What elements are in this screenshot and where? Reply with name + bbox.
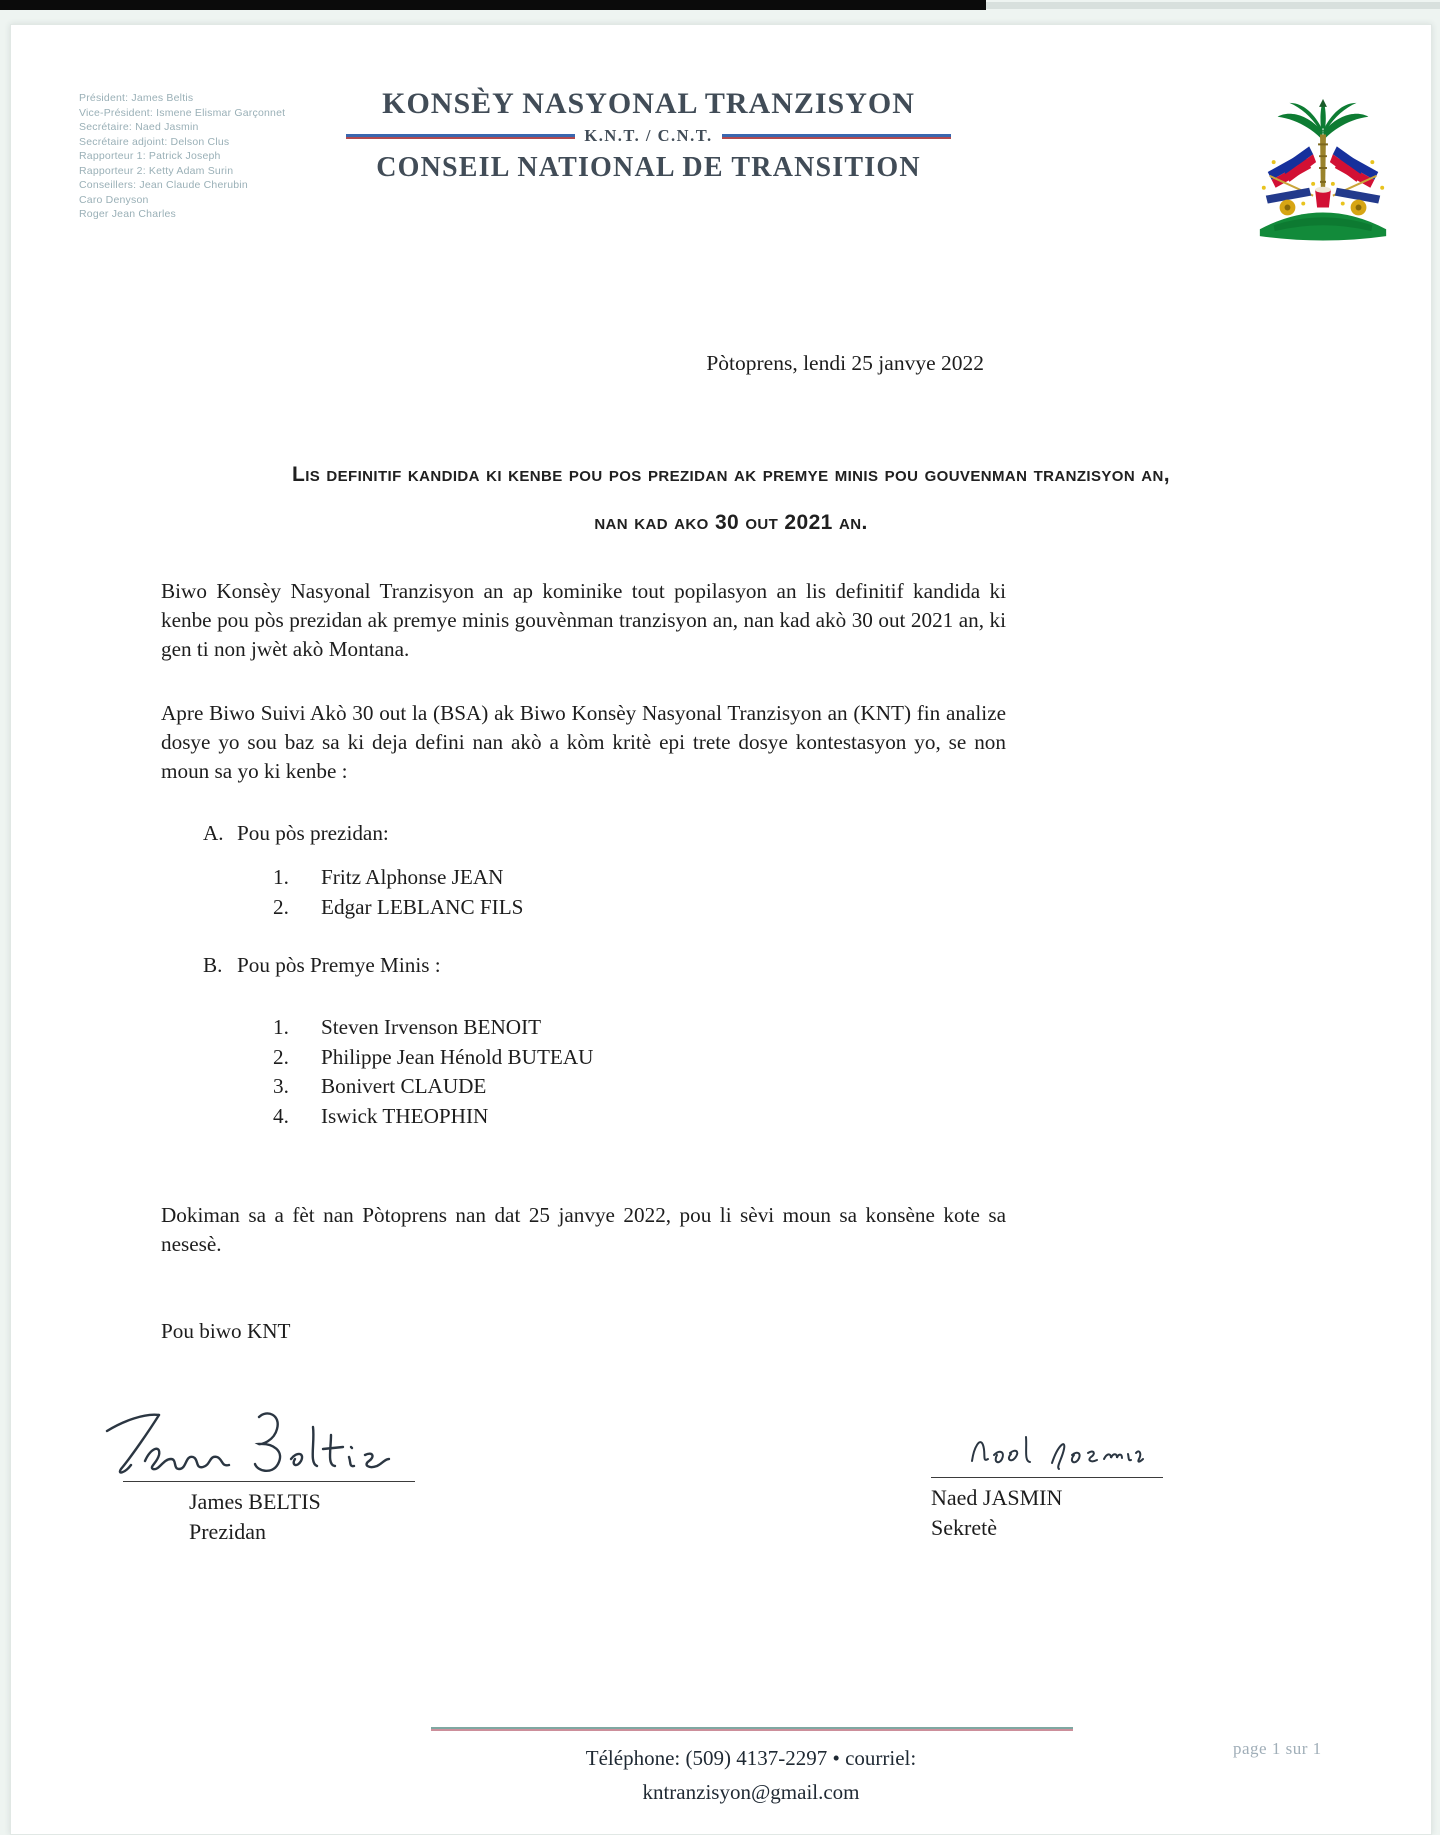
list-a-title: Pou pòs prezidan: (237, 821, 389, 845)
list-b-label: B. (203, 953, 223, 977)
document-title-line1: Lis definitif kandida ki kenbe pou pos prezidan ak premye minis pou gouvenman tranzisyon an, (291, 463, 1171, 486)
list-a-heading (203, 821, 389, 846)
candidate-row (273, 1102, 593, 1132)
official-line: Secrétaire: Naed Jasmin (79, 121, 199, 133)
candidate-number: 1. (273, 1015, 289, 1039)
candidate-name: Iswick THEOPHIN (321, 1103, 489, 1128)
org-abbreviation: K.N.T. / C.N.T. (584, 126, 713, 145)
haiti-coat-of-arms-icon (1243, 97, 1403, 245)
letterhead-center (346, 87, 951, 184)
candidate-row (273, 893, 523, 923)
document-title-line2: nan kad ako 30 out 2021 an. (594, 511, 868, 534)
list-b-title: Pou pòs Premye Minis : (237, 953, 441, 977)
paragraph-process: Apre Biwo Suivi Akò 30 out la (BSA) ak Biwo Konsèy Nasyonal Tranzisyon an (KNT) fin analize dosye yo sou baz sa ki deja defini nan akò a kòm kritè epi trete dosye kontestasyon yo, se non moun sa yo ki kenbe : (161, 701, 1006, 783)
org-name-french: CONSEIL NATIONAL DE TRANSITION (376, 152, 921, 183)
signatory-name-left: James BELTIS (189, 1489, 321, 1514)
org-name-kreyol: KONSÈY NASYONAL TRANZISYON (382, 87, 915, 120)
letterhead-divider (346, 126, 951, 146)
signatory-role-left: Prezidan (189, 1519, 266, 1544)
candidate-row (273, 863, 523, 893)
letterhead-officials (79, 91, 285, 222)
signatory-role-right: Sekretè (931, 1515, 997, 1540)
candidate-name: Philippe Jean Hénold BUTEAU (321, 1044, 594, 1069)
official-line: Secrétaire adjoint: Delson Clus (79, 135, 230, 148)
scan-artifact-bar (0, 0, 986, 10)
document-title (131, 451, 1331, 547)
james-beltis-signature-icon (101, 1409, 431, 1489)
candidate-name: Fritz Alphonse JEAN (321, 865, 504, 889)
page-indicator: page 1 sur 1 (1233, 1739, 1322, 1758)
naed-jasmin-signature-icon (964, 1429, 1144, 1473)
paragraph-intro: Biwo Konsèy Nasyonal Tranzisyon an ap kominike tout popilasyon an lis definitif kandida ki kenbe pou pòs prezidan ak premye minis gouvènman tranzisyon an, nan kad akò 30 out 2021 an, ki gen ti non jwèt akò Montana. (161, 579, 1006, 661)
candidate-number: 4. (273, 1103, 289, 1128)
signature-line-right (931, 1477, 1163, 1478)
candidate-row (273, 1043, 593, 1073)
official-line: Rapporteur 2: Ketty Adam Surin (79, 164, 234, 177)
signoff-line: Pou biwo KNT (161, 1319, 291, 1343)
footer-divider (431, 1727, 1073, 1731)
candidate-number: 1. (273, 865, 289, 889)
signature-line-left (123, 1481, 415, 1482)
footer-contact (311, 1741, 1191, 1809)
divider-line-right (722, 134, 951, 139)
emblem-graphic (1260, 99, 1386, 241)
candidate-number: 3. (273, 1074, 289, 1098)
president-candidate-list (273, 863, 523, 922)
footer-email: kntranzisyon@gmail.com (642, 1780, 860, 1804)
footer-phone-line: Téléphone: (509) 4137-2297 • courriel: (585, 1746, 917, 1770)
list-b-heading (203, 953, 441, 978)
official-line: Conseillers: Jean Claude Cherubin (79, 179, 248, 191)
paragraph-closing: Dokiman sa a fèt nan Pòtoprens nan dat 25 janvye 2022, pou li sèvi moun sa konsène kote sa nesesè. (161, 1203, 1006, 1256)
official-line: Vice-Président: Ismene Elismar Garçonnet (79, 106, 286, 119)
dateline: Pòtoprens, lendi 25 janvye 2022 (706, 351, 984, 375)
official-line: Caro Denyson (79, 193, 149, 206)
official-line: Roger Jean Charles (79, 208, 176, 220)
candidate-name: Steven Irvenson BENOIT (321, 1015, 542, 1039)
official-line: Président: James Beltis (79, 92, 194, 104)
list-a-label: A. (203, 821, 224, 845)
candidate-name: Edgar LEBLANC FILS (321, 894, 524, 919)
candidate-row (273, 1072, 593, 1102)
letter-page (10, 24, 1432, 1835)
scan-artifact-bar-light (986, 2, 1440, 9)
candidate-name: Bonivert CLAUDE (321, 1074, 487, 1098)
candidate-number: 2. (273, 1044, 289, 1069)
signatory-name-right: Naed JASMIN (931, 1485, 1063, 1510)
candidate-number: 2. (273, 894, 289, 919)
prime-minister-candidate-list (273, 1013, 593, 1131)
official-line: Rapporteur 1: Patrick Joseph (79, 150, 221, 162)
divider-line-left (346, 134, 575, 139)
candidate-row (273, 1013, 593, 1043)
